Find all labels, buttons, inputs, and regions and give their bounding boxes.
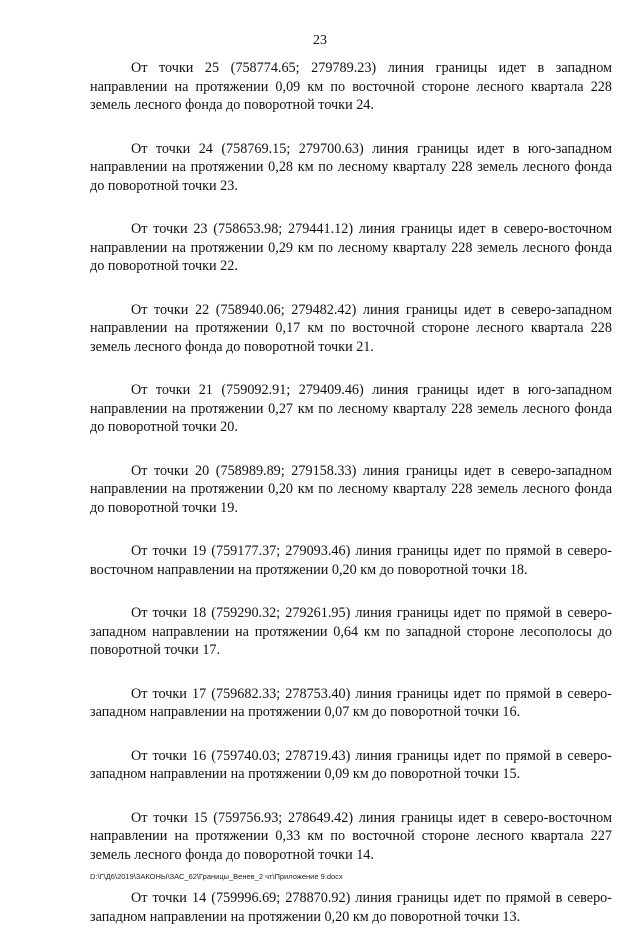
boundary-paragraph-point-21: От точки 21 (759092.91; 279409.46) линия границы идет в юго-западном направлении на протяжении 0,27 км по лесному кварталу 228 земель лесного фонда до поворотной точки 20. [90, 382, 612, 435]
page-number: 23 [313, 33, 327, 48]
boundary-paragraph-point-22: От точки 22 (758940.06; 279482.42) линия границы идет в северо-западном направлении на протяжении 0,17 км по восточной стороне лесного квартала 228 земель лесного фонда до поворотной точки 21. [90, 301, 612, 355]
boundary-paragraph-point-25: От точки 25 (758774.65; 279789.23) линия границы идет в западном направлении на протяжении 0,09 км по восточной стороне лесного квартала 228 земель лесного фонда до поворотной точки 24. [90, 60, 612, 113]
boundary-paragraph-point-15: От точки 15 (759756.93; 278649.42) линия границы идет в северо-восточном направлении на протяжении 0,33 км по восточной стороне лесного квартала 227 земель лесного фонда до поворотной точки 14. [90, 809, 612, 863]
boundary-paragraph-point-20: От точки 20 (758989.89; 279158.33) линия границы идет в северо-западном направлении на протяжении 0,20 км по лесному кварталу 228 земель лесного фонда до поворотной точки 19. [90, 462, 612, 516]
document-body [90, 59, 612, 951]
boundary-paragraph-point-23: От точки 23 (758653.98; 279441.12) линия границы идет в северо-восточном направлении на протяжении 0,29 км по лесному кварталу 228 земель лесного фонда до поворотной точки 22. [90, 221, 612, 274]
boundary-paragraph-point-24: От точки 24 (758769.15; 279700.63) линия границы идет в юго-западном направлении на протяжении 0,28 км по лесному кварталу 228 земель лесного фонда до поворотной точки 23. [90, 140, 612, 194]
boundary-paragraph-point-17: От точки 17 (759682.33; 278753.40) линия границы идет по прямой в северо-западном направлении на протяжении 0,07 км до поворотной точки 16. [90, 685, 612, 720]
boundary-paragraph-point-18: От точки 18 (759290.32; 279261.95) линия границы идет по прямой в северо-западном направлении на протяжении 0,64 км по западной стороне лесополосы до поворотной точки 17. [90, 605, 612, 658]
boundary-paragraph-point-16: От точки 16 (759740.03; 278719.43) линия границы идет по прямой в северо-западном направлении на протяжении 0,09 км до поворотной точки 15. [90, 747, 612, 782]
footer-file-path: D:\Г\Д6\2019\ЗАКОНЫ\ЗАС_62\Границы_Венев_2 чт\Приложение 9.docx [90, 872, 343, 881]
boundary-paragraph-point-19: От точки 19 (759177.37; 279093.46) линия границы идет по прямой в северо-восточном направлении на протяжении 0,20 км до поворотной точки 18. [90, 543, 612, 578]
boundary-paragraph-point-14: От точки 14 (759996.69; 278870.92) линия границы идет по прямой в северо-западном направлении на протяжении 0,20 км до поворотной точки 13. [90, 890, 612, 925]
